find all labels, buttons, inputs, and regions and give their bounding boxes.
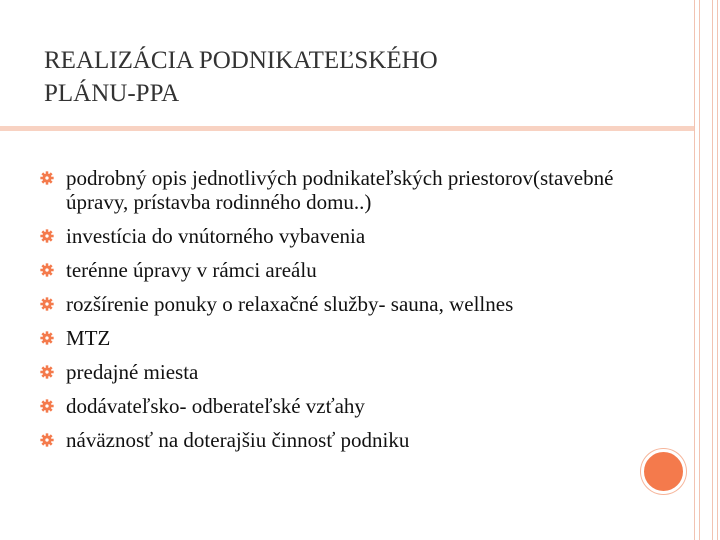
list-item (40, 258, 640, 282)
list-item (40, 326, 640, 350)
frame-line (694, 0, 695, 540)
gear-bullet-icon (40, 365, 54, 379)
list-item-text: dodávateľsko- odberateľské vzťahy (66, 394, 365, 418)
decorative-circle (641, 449, 686, 494)
gear-bullet-icon (40, 263, 54, 277)
list-item (40, 224, 640, 248)
list-item-text: podrobný opis jednotlivých podnikateľských priestorov(stavebné úpravy, prístavba rodinného domu..) (66, 166, 614, 214)
gear-bullet-icon (40, 229, 54, 243)
list-item-text: náväznosť na doterajšiu činnosť podniku (66, 428, 410, 452)
slide-title: REALIZÁCIA PODNIKATEĽSKÉHO PLÁNU-PPA (44, 47, 438, 107)
list-item (40, 292, 640, 316)
bullet-list (40, 166, 640, 462)
list-item-text: MTZ (66, 326, 111, 350)
gear-bullet-icon (40, 297, 54, 311)
gear-bullet-icon (40, 331, 54, 345)
gear-bullet-icon (40, 433, 54, 447)
frame-line (717, 0, 718, 540)
list-item-text: terénne úpravy v rámci areálu (66, 258, 317, 282)
gear-bullet-icon (40, 399, 54, 413)
gear-bullet-icon (40, 171, 54, 185)
list-item-text: predajné miesta (66, 360, 199, 384)
list-item (40, 428, 640, 452)
list-item (40, 166, 640, 214)
list-item (40, 360, 640, 384)
list-item (40, 394, 640, 418)
title-underline (0, 126, 694, 131)
frame-line (699, 0, 700, 540)
frame-line (712, 0, 713, 540)
list-item-text: investícia do vnútorného vybavenia (66, 224, 366, 248)
list-item-text: rozšírenie ponuky o relaxačné služby- sauna, wellnes (66, 292, 514, 316)
